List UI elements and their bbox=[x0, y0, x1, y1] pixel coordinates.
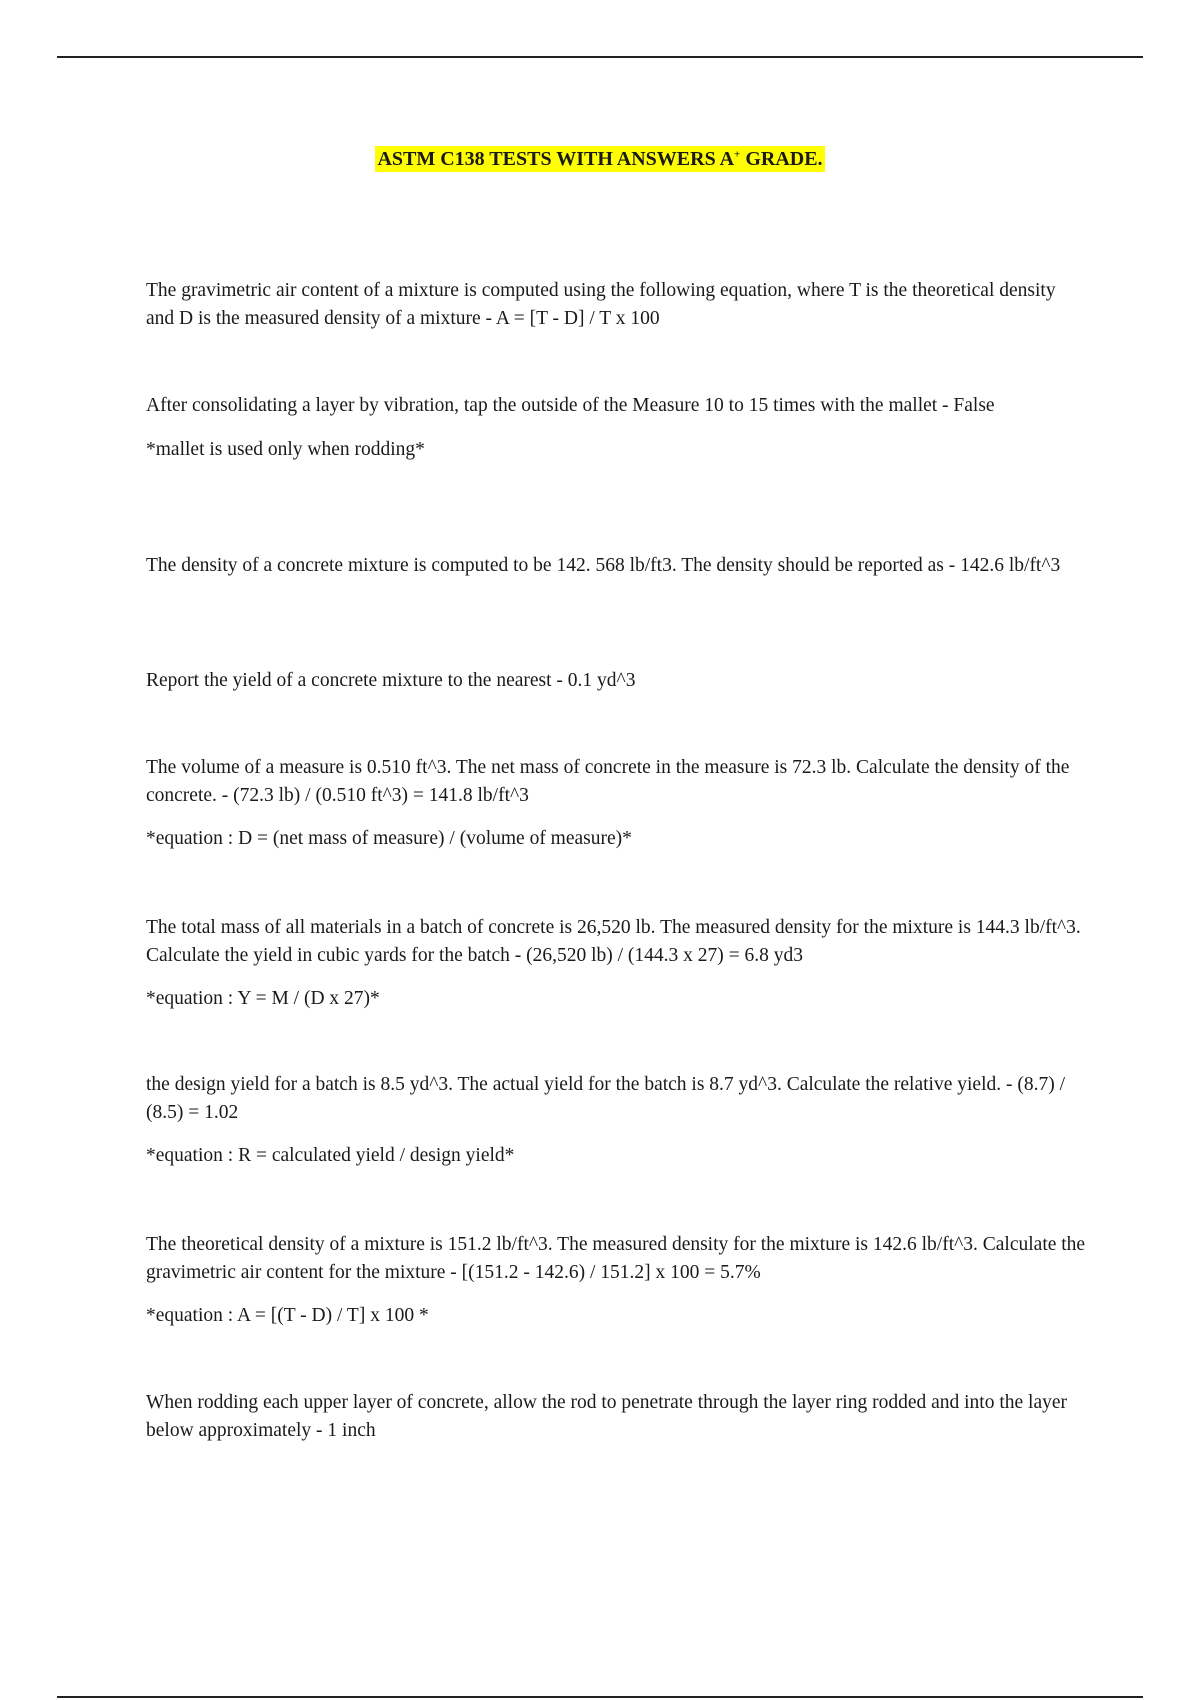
qa-item-text: the design yield for a batch is 8.5 yd^3. The actual yield for the batch is 8.7 yd^3. Calculate the relative yield. - (8.7) / (8.5) = 1.02 bbox=[146, 1074, 1066, 1123]
qa-item-text: The gravimetric air content of a mixture is computed using the following equation, where T is the theoretical density and D is the measured density of a mixture - A = [T - D] / T x 100 bbox=[146, 280, 1056, 329]
qa-item-text: The density of a concrete mixture is computed to be 142. 568 lb/ft3. The density should be reported as - 142.6 lb/ft^3 bbox=[146, 555, 1061, 576]
qa-item-7 bbox=[146, 1071, 1086, 1170]
qa-item-9 bbox=[146, 1389, 1086, 1444]
qa-item-note: *equation : D = (net mass of measure) / (volume of measure)* bbox=[146, 828, 632, 849]
qa-item-text: The total mass of all materials in a batch of concrete is 26,520 lb. The measured density for the mixture is 144.3 lb/ft^3. Calculate the yield in cubic yards for the batch - (26,520 lb) / (144.3 x 27) = 6.8 yd3 bbox=[146, 917, 1081, 966]
qa-item-5 bbox=[146, 754, 1086, 853]
title-superscript: + bbox=[734, 148, 741, 161]
qa-item-text: The theoretical density of a mixture is 151.2 lb/ft^3. The measured density for the mixture is 142.6 lb/ft^3. Calculate the gravimetric air content for the mixture - [(151.2 - 142.6) / 151.2] x 100 = 5.7% bbox=[146, 1234, 1086, 1283]
qa-item-3 bbox=[146, 552, 1086, 580]
qa-item-text: After consolidating a layer by vibration, tap the outside of the Measure 10 to 15 times with the mallet - False bbox=[146, 395, 995, 416]
qa-item-1 bbox=[146, 277, 1086, 332]
qa-item-8 bbox=[146, 1231, 1086, 1330]
qa-item-text: When rodding each upper layer of concrete, allow the rod to penetrate through the layer ring rodded and into the layer below approximately - 1 inch bbox=[146, 1392, 1068, 1441]
top-divider bbox=[57, 56, 1143, 58]
title-tail-text: GRADE. bbox=[740, 148, 823, 170]
bottom-divider bbox=[57, 1696, 1143, 1698]
qa-item-note: *mallet is used only when rodding* bbox=[146, 438, 425, 460]
page-title bbox=[0, 144, 1200, 174]
title-text: ASTM C138 TESTS WITH ANSWERS A bbox=[377, 148, 735, 170]
qa-item-2 bbox=[146, 392, 1086, 463]
title-highlight bbox=[375, 146, 824, 172]
qa-item-6 bbox=[146, 914, 1086, 1013]
qa-item-note: *equation : R = calculated yield / design yield* bbox=[146, 1145, 515, 1166]
qa-item-text: Report the yield of a concrete mixture to the nearest - 0.1 yd^3 bbox=[146, 670, 636, 691]
qa-item-text: The volume of a measure is 0.510 ft^3. The net mass of concrete in the measure is 72.3 lb. Calculate the density of the concrete. - (72.3 lb) / (0.510 ft^3) = 141.8 lb/ft^3 bbox=[146, 757, 1070, 806]
qa-item-note: *equation : A = [(T - D) / T] x 100 * bbox=[146, 1305, 429, 1326]
qa-item-4 bbox=[146, 667, 1086, 695]
qa-item-note: *equation : Y = M / (D x 27)* bbox=[146, 988, 380, 1009]
